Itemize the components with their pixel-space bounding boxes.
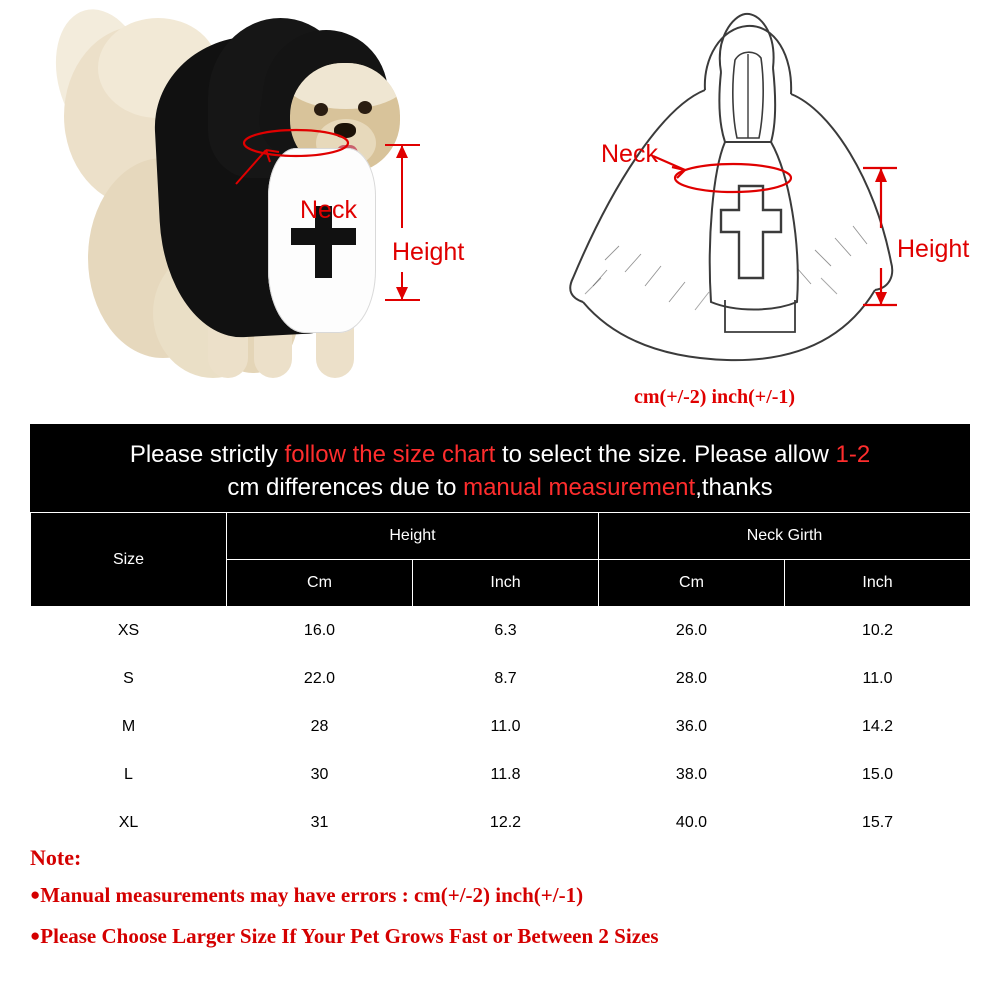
note-line-2-text: Please Choose Larger Size If Your Pet Grows Fast or Between 2 Sizes [40, 924, 659, 948]
cell-neck-inch: 10.2 [785, 607, 971, 655]
neck-label-photo: Neck [300, 196, 357, 224]
table-row [31, 655, 971, 703]
height-label-photo: Height [392, 238, 465, 266]
cell-neck-cm: 36.0 [599, 703, 785, 751]
size-chart-panel [30, 424, 970, 834]
bullet-icon: ● [30, 885, 41, 904]
cell-size: S [31, 655, 227, 703]
cell-height-cm: 16.0 [227, 607, 413, 655]
cell-height-cm: 30 [227, 751, 413, 799]
header-height: Height [227, 513, 599, 560]
instruction-text-3: cm differences due to [227, 474, 464, 502]
cell-height-cm: 22.0 [227, 655, 413, 703]
bullet-icon: ● [30, 926, 41, 945]
note-line-1 [30, 883, 970, 908]
height-label-drawing: Height [897, 235, 970, 263]
notes-section [30, 845, 970, 965]
header-neck-cm: Cm [599, 560, 785, 607]
cell-neck-inch: 15.0 [785, 751, 971, 799]
photo-measurement-overlay [30, 0, 460, 415]
cell-neck-cm: 26.0 [599, 607, 785, 655]
note-line-2 [30, 924, 970, 949]
cell-size: XS [31, 607, 227, 655]
cell-neck-cm: 40.0 [599, 799, 785, 847]
cell-neck-cm: 28.0 [599, 655, 785, 703]
table-header-group-row [31, 513, 971, 560]
cell-height-inch: 11.0 [413, 703, 599, 751]
cell-size: M [31, 703, 227, 751]
tolerance-note: cm(+/-2) inch(+/-1) [634, 386, 796, 408]
instruction-text-2: to select the size. Please allow [495, 441, 836, 468]
size-chart-instructions [30, 424, 970, 512]
cell-height-cm: 31 [227, 799, 413, 847]
cell-height-inch: 6.3 [413, 607, 599, 655]
table-row [31, 703, 971, 751]
size-table [30, 512, 971, 847]
cell-neck-inch: 14.2 [785, 703, 971, 751]
header-neck-girth: Neck Girth [599, 513, 971, 560]
table-row [31, 799, 971, 847]
header-size: Size [31, 513, 227, 607]
instruction-highlight-1: follow the size chart [284, 441, 496, 468]
cell-neck-inch: 15.7 [785, 799, 971, 847]
costume-line-drawing [545, 10, 915, 380]
instruction-text-1: Please strictly [129, 441, 285, 468]
instruction-text-4: ,thanks [695, 474, 773, 502]
cell-size: XL [31, 799, 227, 847]
notes-title: Note: [30, 845, 82, 870]
table-row [31, 751, 971, 799]
dog-costume-photo [30, 0, 460, 415]
header-neck-inch: Inch [785, 560, 971, 607]
cell-height-inch: 8.7 [413, 655, 599, 703]
product-illustration-area [0, 0, 1000, 420]
cell-height-cm: 28 [227, 703, 413, 751]
cell-neck-cm: 38.0 [599, 751, 785, 799]
header-height-cm: Cm [227, 560, 413, 607]
cell-height-inch: 11.8 [413, 751, 599, 799]
table-row [31, 607, 971, 655]
instruction-highlight-2: 1-2 [835, 441, 871, 468]
neck-label-drawing: Neck [601, 140, 658, 168]
cell-size: L [31, 751, 227, 799]
note-line-1-text: Manual measurements may have errors : cm(+/-2) inch(+/-1) [40, 883, 584, 907]
cell-height-inch: 12.2 [413, 799, 599, 847]
instruction-highlight-3: manual measurement [463, 474, 696, 502]
header-height-inch: Inch [413, 560, 599, 607]
cell-neck-inch: 11.0 [785, 655, 971, 703]
